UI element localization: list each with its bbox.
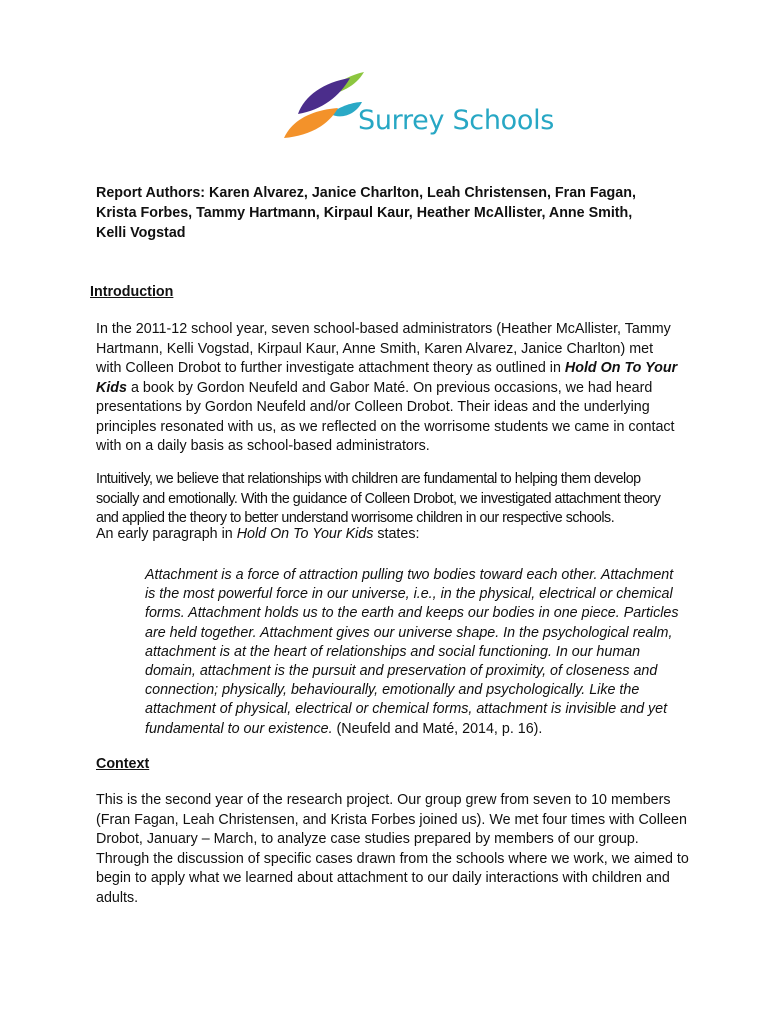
authors-line: Krista Forbes, Tammy Hartmann, Kirpaul Kaur, Heather McAllister, Anne Smith, bbox=[96, 205, 633, 221]
text-line: and applied the theory to better understand worrisome children in our respective schools. bbox=[96, 510, 615, 526]
introduction-paragraph bbox=[96, 320, 686, 457]
text-line bbox=[96, 379, 686, 399]
logo-text: Surrey Schools bbox=[358, 105, 555, 136]
text-line: Drobot, January – March, to analyze case studies prepared by members of our group. bbox=[96, 831, 639, 847]
text-line bbox=[96, 525, 686, 545]
text-run: An early paragraph in bbox=[96, 526, 237, 542]
quote-line: attachment of physical, electrical or chemical forms, attachment is invisible and yet bbox=[145, 701, 668, 718]
text-line: adults. bbox=[96, 889, 139, 906]
intuitively-paragraph bbox=[96, 470, 686, 529]
text-line: with on a daily basis as school-based administrators. bbox=[96, 438, 430, 454]
context-heading: Context bbox=[96, 756, 150, 772]
book-title: Hold On To Your bbox=[564, 360, 678, 376]
quote-line bbox=[145, 720, 705, 739]
quote-text: fundamental to our existence. bbox=[145, 720, 333, 737]
quote-line: Attachment is a force of attraction pulling two bodies toward each other. Attachment bbox=[145, 567, 674, 583]
text-line: (Fran Fagan, Leah Christensen, and Krista Forbes joined us). We met four times with Colleen bbox=[96, 811, 687, 828]
text-line: begin to apply what we learned about attachment to our daily interactions with children and bbox=[96, 870, 670, 886]
quote-line: are held together. Attachment gives our universe shape. In the psychological realm, bbox=[145, 624, 673, 641]
text-line: This is the second year of the research project. Our group grew from seven to 10 members bbox=[96, 792, 671, 808]
quote-citation: (Neufeld and Maté, 2014, p. 16). bbox=[332, 720, 543, 737]
text-line: In the 2011-12 school year, seven school-based administrators (Heather McAllister, Tammy bbox=[96, 321, 671, 337]
quote-line: domain, attachment is the pursuit and preservation of proximity, of closeness and bbox=[145, 663, 658, 680]
introduction-heading: Introduction bbox=[90, 284, 174, 300]
text-run: a book by Gordon Neufeld and Gabor Maté. On previous occasions, we had heard bbox=[126, 379, 653, 396]
early-paragraph-line bbox=[96, 525, 686, 545]
book-title: Kids bbox=[96, 379, 127, 396]
text-line: Intuitively, we believe that relationships with children are fundamental to helping them develop bbox=[96, 471, 641, 487]
logo-mark-icon bbox=[284, 68, 364, 142]
quote-line: is the most powerful force in our universe, i.e., in the physical, electrical or chemical bbox=[145, 586, 673, 603]
book-title: Hold On To Your Kids bbox=[236, 526, 374, 542]
quote-line: forms. Attachment holds us to the earth and keeps our bodies in one piece. Particles bbox=[145, 605, 679, 622]
block-quote bbox=[145, 566, 705, 739]
report-authors bbox=[96, 183, 686, 243]
text-line: socially and emotionally. With the guidance of Colleen Drobot, we investigated attachment theory bbox=[96, 490, 661, 507]
quote-line: connection; physically, behaviourally, emotionally and psychologically. Like the bbox=[145, 682, 640, 699]
text-line: principles resonated with us, as we reflected on the worrisome students we came in contact bbox=[96, 418, 675, 435]
text-run: states: bbox=[373, 526, 420, 542]
quote-line: attachment is at the heart of relationships and social functioning. In our human bbox=[145, 643, 641, 660]
authors-line: Kelli Vogstad bbox=[96, 225, 186, 241]
text-run: with Colleen Drobot to further investigate attachment theory as outlined in bbox=[96, 360, 565, 376]
text-line bbox=[96, 359, 686, 379]
text-line: presentations by Gordon Neufeld and/or Colleen Drobot. Their ideas and the underlying bbox=[96, 399, 650, 415]
context-paragraph bbox=[96, 791, 689, 908]
text-line: Through the discussion of specific cases drawn from the schools where we work, we aimed to bbox=[96, 850, 689, 867]
surrey-schools-logo bbox=[284, 68, 584, 142]
authors-line: Report Authors: Karen Alvarez, Janice Charlton, Leah Christensen, Fran Fagan, bbox=[96, 185, 636, 201]
text-line: Hartmann, Kelli Vogstad, Kirpaul Kaur, Anne Smith, Karen Alvarez, Janice Charlton) met bbox=[96, 340, 654, 357]
